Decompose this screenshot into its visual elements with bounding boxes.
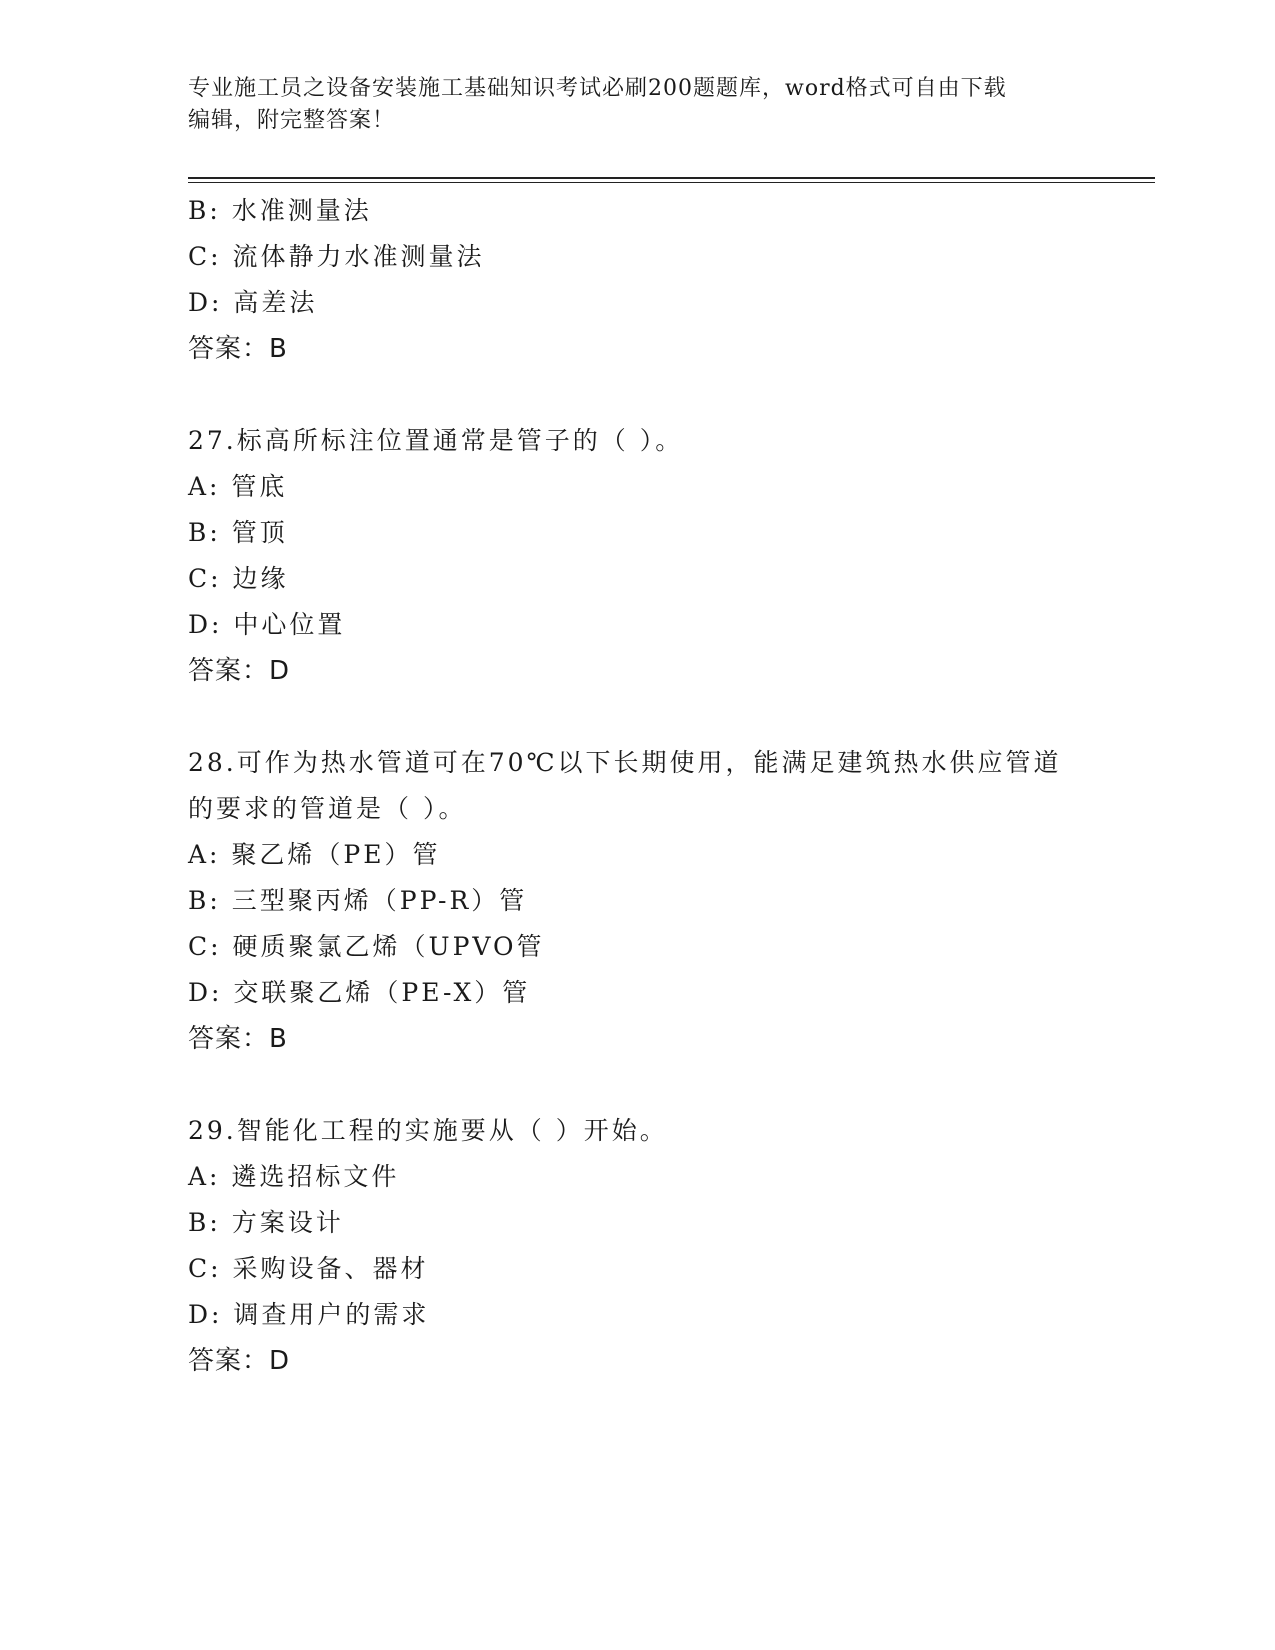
question-text-line-2: 的要求的管道是（ ）。 xyxy=(188,794,467,823)
answer-line: 答案：B xyxy=(188,1024,288,1054)
question-list xyxy=(188,188,1108,1430)
option-d: D: 高差法 xyxy=(188,288,318,317)
option-a: A: 管底 xyxy=(188,472,288,501)
header-divider-thick xyxy=(188,177,1155,179)
question-block-29 xyxy=(188,1108,1108,1384)
option-c: C: 硬质聚氯乙烯（UPVO管 xyxy=(188,932,545,961)
option-c: C: 流体静力水准测量法 xyxy=(188,242,485,271)
question-block-28 xyxy=(188,740,1108,1062)
header-title-line-2: 编辑，附完整答案！ xyxy=(188,108,396,133)
page-header xyxy=(188,73,1068,137)
option-c: C: 采购设备、器材 xyxy=(188,1254,429,1283)
option-a: A: 遴选招标文件 xyxy=(188,1162,400,1191)
question-text: 29.智能化工程的实施要从（ ）开始。 xyxy=(188,1116,668,1145)
answer-line: 答案：D xyxy=(188,656,291,686)
answer-line: 答案：D xyxy=(188,1346,291,1376)
answer-line: 答案：B xyxy=(188,334,288,364)
question-text: 27.标高所标注位置通常是管子的（ ）。 xyxy=(188,426,684,455)
header-title-line-1: 专业施工员之设备安装施工基础知识考试必刷200题题库，word格式可自由下载 xyxy=(188,76,1007,101)
option-d: D: 中心位置 xyxy=(188,610,346,639)
option-b: B: 三型聚丙烯（PP-R）管 xyxy=(188,886,528,915)
option-b: B: 管顶 xyxy=(188,518,288,547)
option-d: D: 调查用户的需求 xyxy=(188,1300,430,1329)
question-block-27 xyxy=(188,418,1108,694)
header-divider-thin xyxy=(188,182,1155,183)
option-a: A: 聚乙烯（PE）管 xyxy=(188,840,441,869)
option-b: B: 方案设计 xyxy=(188,1208,344,1237)
question-block-26 xyxy=(188,188,1108,372)
option-b: B: 水准测量法 xyxy=(188,196,372,225)
question-text-line-1: 28.可作为热水管道可在70℃以下长期使用，能满足建筑热水供应管道 xyxy=(188,748,1062,777)
option-d: D: 交联聚乙烯（PE-X）管 xyxy=(188,978,531,1007)
option-c: C: 边缘 xyxy=(188,564,289,593)
